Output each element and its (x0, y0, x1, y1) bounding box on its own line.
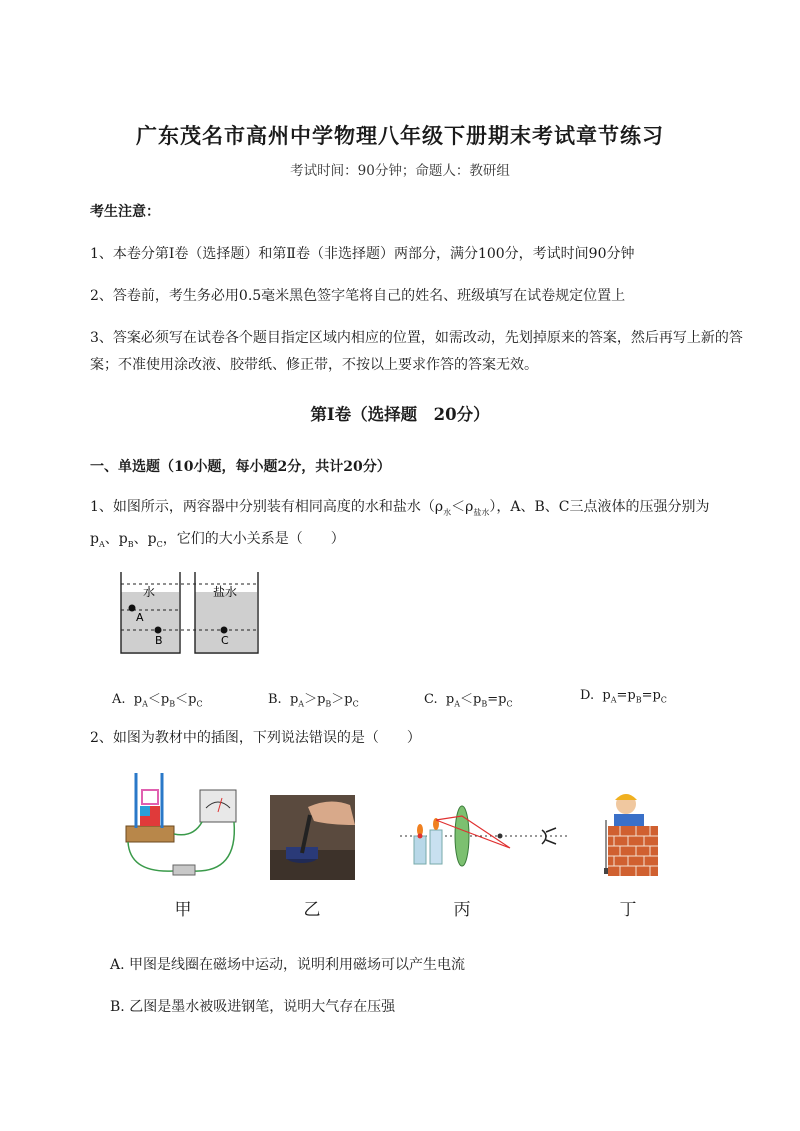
eye-icon (542, 828, 556, 844)
option-sub: A (610, 695, 617, 705)
switch (173, 865, 195, 875)
q1-sep2: 、p (133, 530, 157, 547)
notice-heading: 考生注意： (90, 204, 160, 220)
q1-option-a[interactable] (112, 688, 203, 709)
q1-option-d[interactable] (580, 688, 667, 705)
option-op: ＜p (175, 692, 197, 707)
q1-sub-b: B (127, 539, 134, 549)
option-letter: D. (580, 688, 595, 703)
q1-option-b[interactable] (268, 688, 359, 709)
salt-water-label: 盐水 (213, 585, 238, 599)
hard-hat (615, 794, 637, 800)
point-a-label: A (136, 611, 144, 624)
option-letter: B. (268, 692, 282, 707)
galvanometer (200, 790, 236, 822)
option-p: p (133, 692, 143, 707)
option-sub: C (352, 699, 359, 709)
option-sub: B (635, 695, 642, 705)
figure-label-jia: 甲 (174, 900, 192, 920)
magnet-base (140, 816, 160, 826)
convex-lens (455, 806, 469, 866)
option-p: p (289, 692, 299, 707)
option-sub: C (196, 699, 203, 709)
light-rays (436, 816, 510, 848)
option-op: ＞p (331, 692, 353, 707)
option-op: =p (641, 688, 661, 703)
option-sub: C (506, 699, 513, 709)
exam-title: 广东茂名市高州中学物理八年级下册期末考试章节练习 (136, 123, 664, 148)
option-sub: B (169, 699, 176, 709)
section-title: 第I卷（选择题 20分） (310, 405, 490, 424)
question-2-text: 2、如图为教材中的插图，下列说法错误的是（ ） (90, 730, 421, 746)
q1-text-c: p (90, 530, 99, 547)
option-sub: B (481, 699, 488, 709)
q1-sub-water: 水 (443, 507, 452, 517)
wooden-base (126, 826, 174, 842)
q1-text-lt: ＜ρ (451, 499, 474, 515)
figure-label-bing: 丙 (453, 900, 471, 920)
focus-dot-2 (498, 834, 503, 839)
figure-label-ding: 丁 (619, 900, 637, 920)
question-1-text (90, 494, 750, 558)
q1-text-b: ），A、B、C三点液体的压强分别为 (489, 499, 710, 515)
left-container-liquid (121, 592, 179, 652)
option-letter: A. (112, 692, 126, 707)
q1-sep1: 、p (104, 530, 128, 547)
magnet-blue (140, 806, 150, 816)
point-b-label: B (155, 634, 163, 647)
option-sub: A (454, 699, 460, 709)
option-sub: A (142, 699, 148, 709)
option-sub: A (298, 699, 305, 709)
q2-option-a[interactable]: A. 甲图是线圈在磁场中运动，说明利用磁场可以产生电流 (110, 957, 466, 973)
point-c-dot (221, 627, 228, 634)
option-letter: C. (424, 692, 438, 707)
wire-top (174, 822, 202, 835)
option-op: =p (487, 692, 507, 707)
part-heading: 一、单选题（10小题，每小题2分，共计20分） (90, 459, 391, 475)
q1-sub-salt: 盐水 (473, 507, 490, 517)
notice-item-2: 2、答卷前，考生务必用0.5毫米黑色签字笔将自己的姓名、班级填写在试卷规定位置上 (90, 288, 626, 304)
candle-left (414, 836, 426, 864)
magnet-red (150, 806, 160, 816)
option-sub: C (660, 695, 667, 705)
q1-text-a: 1、如图所示，两容器中分别装有相同高度的水和盐水（ρ (90, 499, 444, 515)
candle-right (430, 830, 442, 864)
option-op: =p (616, 688, 636, 703)
q1-text-d: ，它们的大小关系是（ ） (162, 530, 345, 547)
water-label: 水 (143, 585, 156, 599)
notice-item-3: 3、答案必须写在试卷各个题目指定区域内相应的位置，如需改动，先划掉原来的答案，然后再写上新的答案；不准使用涂改液、胶带纸、修正带，不按以上要求作答的答案无效。 (90, 330, 743, 373)
option-p: p (602, 688, 611, 703)
q1-sub-a: A (98, 539, 105, 549)
q1-sub-c: C (156, 539, 163, 549)
option-op: ＞p (304, 692, 326, 707)
coil (142, 790, 158, 804)
figure-bing (400, 800, 570, 875)
figure-label-yi: 乙 (303, 900, 321, 920)
figure-yi (270, 795, 355, 880)
figure-ding (600, 790, 670, 880)
plumb-bob (604, 868, 608, 874)
option-op: ＜p (147, 692, 170, 707)
option-op: ＜p (460, 692, 482, 707)
q2-option-b[interactable]: B. 乙图是墨水被吸进钢笔，说明大气存在压强 (110, 999, 396, 1015)
point-b-dot (155, 627, 162, 634)
figure-jia (118, 768, 248, 888)
point-a-dot (129, 605, 136, 612)
option-sub: B (325, 699, 332, 709)
point-c-label: C (221, 634, 229, 647)
exam-subtitle: 考试时间：90分钟；命题人：教研组 (290, 163, 510, 179)
option-p: p (445, 692, 455, 707)
q1-option-c[interactable] (424, 688, 513, 709)
notice-item-1: 1、本卷分第I卷（选择题）和第Ⅱ卷（非选择题）两部分，满分100分，考试时间90分钟 (90, 246, 635, 262)
focus-dot-1 (418, 834, 423, 839)
q1-container-figure (118, 570, 263, 656)
